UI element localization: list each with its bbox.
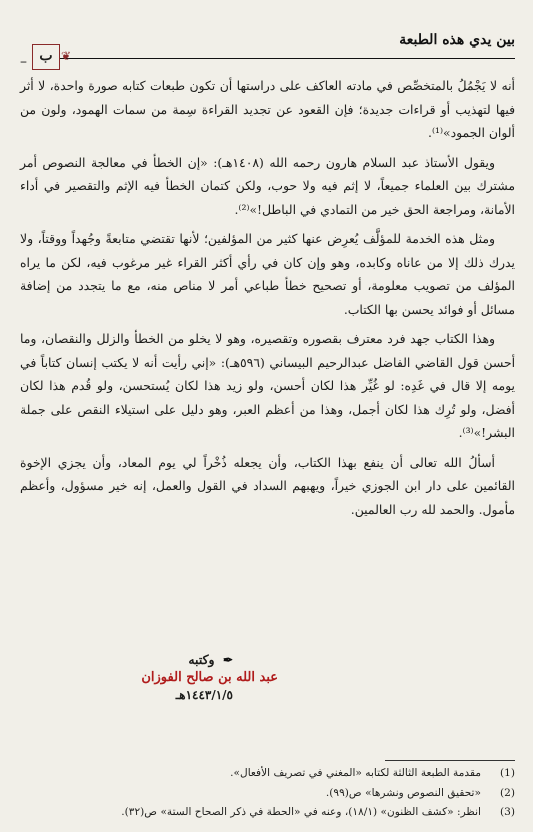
footnote-number: (3) <box>499 806 515 818</box>
paragraph-5: أسألُ الله تعالى أن ينفع بهذا الكتاب، وأن يجعله ذُخْراً لي يوم المعاد، وأن يجزي الإخوة القائمين على دار ابن الجوزي خيراً، ويهبهم السداد في القول والعمل، إنه خير مسؤول، وأعظم مأمول. والحمد لله رب العالمين. <box>20 454 515 517</box>
page-letter: ب <box>32 44 60 70</box>
dash-ornament: – <box>20 54 27 70</box>
running-title: بين يدي هذه الطبعة <box>399 32 515 48</box>
paragraph-2: ويقول الأستاذ عبد السلام هارون رحمه الله (١٤٠٨هـ): «إن الخطأ في معالجة النصوص أمر مشترك بين العلماء جميعاً، لا إثم فيه ولا حوب، ولكن كتمان الخطأ فيه الإثم والتقصير في أداء الأمانة، ومراجعة الحق خير من التمادي في الباطل!»⁽²⁾. <box>20 154 515 217</box>
header-rule <box>32 58 515 59</box>
signature-date: ١٤٤٣/١/٥هـ <box>175 688 233 702</box>
footnote-separator <box>385 760 515 761</box>
paragraph-1: أنه لا يَجْمُلُ بالمتخصِّص في مادته العاكف على دراستها أن تكون طبعات كتابه صورة واحدة، لا أثر فيها لتهذيب أو قراءات جديدة؛ فإن القعود عن تجديد القراءة سِمة من سمات الهمود، ولون من ألوان الجمود»⁽¹⁾. <box>20 78 515 140</box>
main-text <box>20 74 515 527</box>
signature-block <box>0 652 533 702</box>
footnote-2 <box>20 784 515 804</box>
author-name: عبد الله بن صالح الفوزان <box>141 670 278 685</box>
footnote-text: انظر: «كشف الظنون» (١٨/١)، وعنه في «الحطة في ذكر الصحاح الستة» ص(٣٢). <box>121 806 481 818</box>
footnote-text: مقدمة الطبعة الثالثة لكتابه «المغني في تصريف الأفعال». <box>230 767 481 779</box>
footnote-number: (1) <box>499 767 515 779</box>
page-header <box>20 22 515 70</box>
signature-label-line <box>0 652 233 667</box>
footnote-1 <box>20 764 515 784</box>
paragraph-4: وهذا الكتاب جهد فرد معترف بقصوره وتقصيره، وهو لا يخلو من الخطأ والزلل والنقصان، وما أحسن قول القاضي الفاضل عبدالرحيم البيساني (٥٩٦هـ): «إني رأيت أنه لا يكتب إنسان كتاباً في يومه إلا قال في غَدِه: لو غُيِّر هذا لكان أحسن، ولو زيد هذا لكان يُستحسن، ولو قُدم هذا لكان أفضل، ولو تُرِك هذا لكان أجمل، وهذا من أعظم العبر، وهو دليل على استيلاء النقص على جملة البشر!»⁽³⁾. <box>20 331 516 440</box>
footnotes <box>20 764 515 823</box>
footnote-number: (2) <box>499 786 515 799</box>
paragraph-3: ومثل هذه الخدمة للمؤلَّف يُعرِض عنها كثير من المؤلفين؛ لأنها تقتضي متابعةً وجُهداً ووقتاً، ولا يدرك ذلك إلا من عاناه وكابده، وهو وإن كان في رأي أكثر القراء غير مرغوب فيه، لكن ما يراه المؤلف من تصويب معلومة، أو تصحيح خطأ طباعي أمر لا مناص منه، مع ما يتجدد من إضافة مسائل أو فوائد يحسن بها الكتاب. <box>20 231 515 317</box>
floral-ornament-icon: ❦ <box>61 49 72 63</box>
page-number-tag <box>20 44 72 70</box>
footnote-3 <box>20 803 515 823</box>
signature-label: وكتبه <box>188 652 215 667</box>
pen-icon: ✒ <box>222 653 233 667</box>
footnote-text: «تحقيق النصوص ونشرها» ص(٩٩). <box>325 786 481 799</box>
